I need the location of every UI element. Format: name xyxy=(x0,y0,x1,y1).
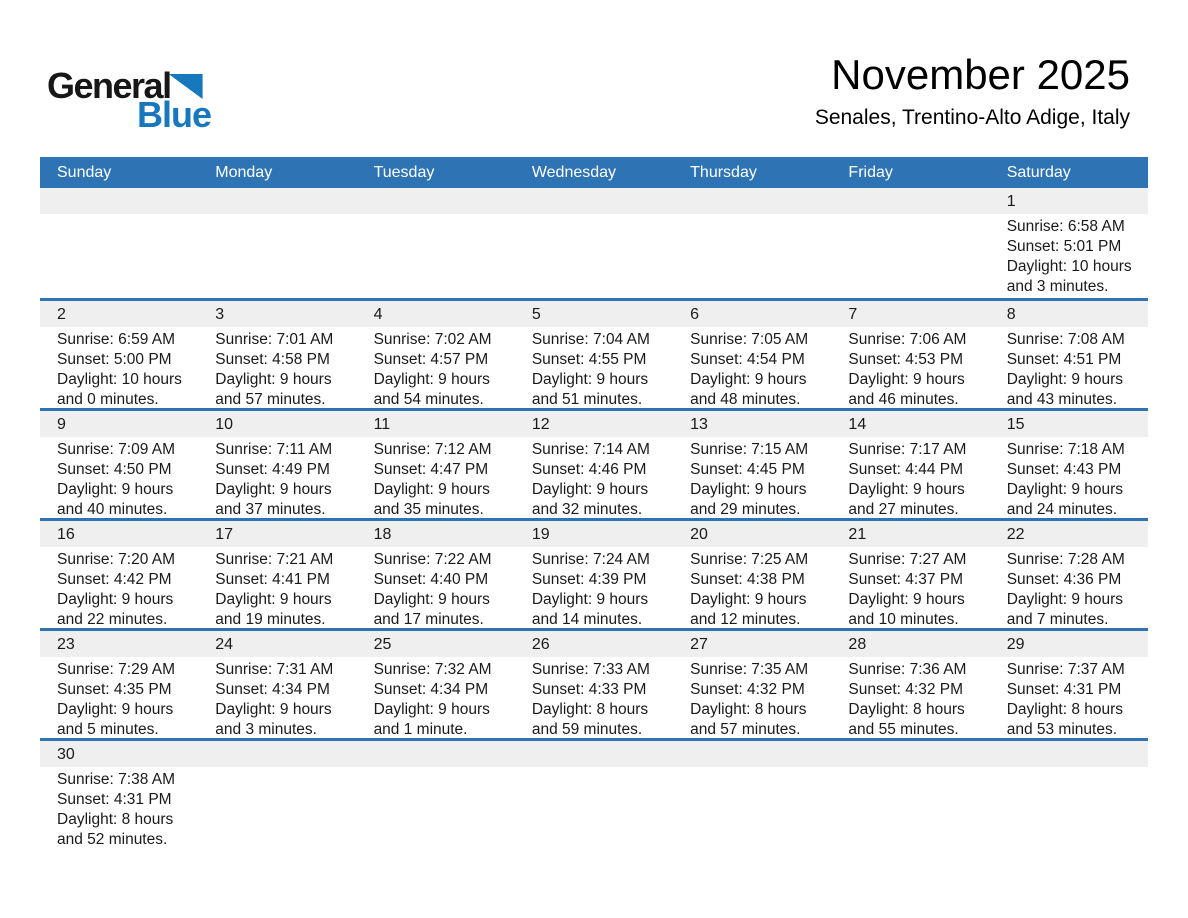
day-info xyxy=(673,767,831,770)
daylight-hours-line: Daylight: 9 hours xyxy=(215,591,332,608)
daylight-hours-line: Daylight: 9 hours xyxy=(373,701,490,718)
day-cell xyxy=(40,741,198,864)
day-number: 15 xyxy=(990,411,1148,437)
sunrise-line: Sunrise: 7:28 AM xyxy=(1006,551,1125,568)
daylight-hours-line: Daylight: 9 hours xyxy=(531,481,649,498)
day-number: 14 xyxy=(831,411,989,437)
day-cell xyxy=(40,411,198,518)
day-info xyxy=(40,327,198,408)
day-number: 8 xyxy=(990,301,1148,327)
day-number: 21 xyxy=(831,521,989,547)
day-info xyxy=(40,767,198,850)
sunset-line: Sunset: 4:55 PM xyxy=(531,351,647,368)
daylight-hours-line: Daylight: 9 hours xyxy=(215,371,332,388)
sunset-line: Sunset: 4:38 PM xyxy=(690,571,805,588)
sunrise-line: Sunrise: 7:04 AM xyxy=(531,331,650,348)
empty-day-cell xyxy=(831,741,989,864)
daylight-minutes-line: and 37 minutes. xyxy=(215,501,326,518)
day-number: 2 xyxy=(40,301,198,327)
day-cell xyxy=(515,631,673,738)
day-info xyxy=(990,327,1148,408)
empty-day-cell xyxy=(40,188,198,298)
day-info xyxy=(990,767,1148,770)
day-number: 24 xyxy=(198,631,356,657)
daylight-hours-line: Daylight: 9 hours xyxy=(690,481,807,498)
day-info xyxy=(831,214,989,217)
daylight-hours-line: Daylight: 9 hours xyxy=(57,701,174,718)
day-info xyxy=(831,437,989,518)
day-info xyxy=(515,657,673,738)
week-row xyxy=(40,408,1148,518)
daylight-hours-line: Daylight: 9 hours xyxy=(1006,591,1124,608)
day-info xyxy=(357,767,515,770)
sunset-line: Sunset: 4:58 PM xyxy=(215,351,330,368)
day-info xyxy=(40,657,198,738)
day-info xyxy=(673,327,831,408)
daylight-hours-line: Daylight: 9 hours xyxy=(690,591,807,608)
day-number xyxy=(40,188,198,214)
day-number: 18 xyxy=(357,521,515,547)
sunset-line: Sunset: 4:32 PM xyxy=(690,681,805,698)
day-cell xyxy=(673,631,831,738)
sunset-line: Sunset: 4:41 PM xyxy=(215,571,330,588)
day-info xyxy=(198,767,356,770)
day-cell xyxy=(990,301,1148,408)
day-info xyxy=(40,547,198,628)
day-info xyxy=(357,657,515,738)
day-number xyxy=(673,188,831,214)
daylight-hours-line: Daylight: 9 hours xyxy=(848,591,965,608)
day-cell xyxy=(831,631,989,738)
empty-day-cell xyxy=(515,188,673,298)
day-number: 22 xyxy=(990,521,1148,547)
daylight-minutes-line: and 53 minutes. xyxy=(1006,721,1117,738)
daylight-hours-line: Daylight: 8 hours xyxy=(848,701,965,718)
empty-day-cell xyxy=(673,741,831,864)
day-info xyxy=(357,437,515,518)
sunrise-line: Sunrise: 7:38 AM xyxy=(57,771,176,788)
daylight-minutes-line: and 24 minutes. xyxy=(1006,501,1117,518)
day-cell xyxy=(990,521,1148,628)
week-row xyxy=(40,738,1148,864)
day-cell xyxy=(515,411,673,518)
empty-day-cell xyxy=(831,188,989,298)
daylight-hours-line: Daylight: 9 hours xyxy=(690,371,807,388)
day-cell xyxy=(515,301,673,408)
sunset-line: Sunset: 4:53 PM xyxy=(848,351,964,368)
day-cell xyxy=(673,521,831,628)
weekday-tuesday: Tuesday xyxy=(373,164,435,181)
daylight-minutes-line: and 46 minutes. xyxy=(848,391,959,408)
daylight-minutes-line: and 29 minutes. xyxy=(690,501,801,518)
daylight-hours-line: Daylight: 9 hours xyxy=(1006,371,1124,388)
daylight-hours-line: Daylight: 9 hours xyxy=(1006,481,1124,498)
day-number: 13 xyxy=(673,411,831,437)
daylight-minutes-line: and 5 minutes. xyxy=(57,721,159,738)
sunrise-line: Sunrise: 7:12 AM xyxy=(373,441,492,458)
day-number xyxy=(198,188,356,214)
day-number: 1 xyxy=(990,188,1148,214)
day-number: 27 xyxy=(673,631,831,657)
page-title: November 2025 xyxy=(831,51,1130,98)
sunrise-line: Sunrise: 7:08 AM xyxy=(1006,331,1125,348)
day-number: 29 xyxy=(990,631,1148,657)
sunset-line: Sunset: 4:44 PM xyxy=(848,461,964,478)
day-number: 28 xyxy=(831,631,989,657)
daylight-minutes-line: and 7 minutes. xyxy=(1006,611,1109,628)
day-info xyxy=(673,547,831,628)
day-number xyxy=(198,741,356,767)
day-number xyxy=(990,741,1148,767)
sunrise-line: Sunrise: 7:29 AM xyxy=(57,661,176,678)
sunset-line: Sunset: 4:54 PM xyxy=(690,351,805,368)
daylight-hours-line: Daylight: 9 hours xyxy=(373,591,490,608)
daylight-minutes-line: and 1 minute. xyxy=(373,721,468,738)
day-info xyxy=(831,767,989,770)
day-number: 23 xyxy=(40,631,198,657)
day-info xyxy=(515,767,673,770)
sunset-line: Sunset: 4:36 PM xyxy=(1006,571,1122,588)
calendar-body xyxy=(40,188,1148,864)
daylight-minutes-line: and 59 minutes. xyxy=(531,721,643,738)
day-number xyxy=(515,741,673,767)
day-info xyxy=(990,214,1148,297)
day-number xyxy=(831,741,989,767)
sunset-line: Sunset: 4:31 PM xyxy=(57,791,172,808)
daylight-hours-line: Daylight: 8 hours xyxy=(1006,701,1124,718)
empty-day-cell xyxy=(198,188,356,298)
weekday-wednesday: Wednesday xyxy=(531,164,617,181)
sunrise-line: Sunrise: 7:21 AM xyxy=(215,551,334,568)
daylight-minutes-line: and 3 minutes. xyxy=(215,721,317,738)
daylight-minutes-line: and 43 minutes. xyxy=(1006,391,1117,408)
daylight-minutes-line: and 3 minutes. xyxy=(1006,278,1109,295)
daylight-minutes-line: and 57 minutes. xyxy=(215,391,326,408)
day-number: 7 xyxy=(831,301,989,327)
daylight-hours-line: Daylight: 9 hours xyxy=(57,481,174,498)
day-cell xyxy=(198,631,356,738)
day-cell xyxy=(357,521,515,628)
day-number: 11 xyxy=(357,411,515,437)
week-row xyxy=(40,518,1148,628)
sunset-line: Sunset: 4:33 PM xyxy=(531,681,647,698)
sunrise-line: Sunrise: 7:36 AM xyxy=(848,661,967,678)
daylight-hours-line: Daylight: 8 hours xyxy=(531,701,649,718)
daylight-hours-line: Daylight: 9 hours xyxy=(215,481,332,498)
day-number: 26 xyxy=(515,631,673,657)
sunset-line: Sunset: 4:57 PM xyxy=(373,351,489,368)
day-info xyxy=(40,437,198,518)
day-info xyxy=(831,547,989,628)
calendar xyxy=(40,157,1148,864)
daylight-hours-line: Daylight: 10 hours xyxy=(57,371,182,388)
day-number xyxy=(673,741,831,767)
sunset-line: Sunset: 4:39 PM xyxy=(531,571,647,588)
day-cell xyxy=(198,301,356,408)
day-cell xyxy=(357,631,515,738)
daylight-minutes-line: and 54 minutes. xyxy=(373,391,484,408)
daylight-minutes-line: and 40 minutes. xyxy=(57,501,168,518)
sunset-line: Sunset: 4:35 PM xyxy=(57,681,172,698)
day-cell xyxy=(831,521,989,628)
day-number: 30 xyxy=(40,741,198,767)
page-header xyxy=(0,0,1188,157)
day-cell xyxy=(831,301,989,408)
day-number xyxy=(515,188,673,214)
day-info xyxy=(831,657,989,738)
day-cell xyxy=(515,521,673,628)
week-row xyxy=(40,628,1148,738)
day-info xyxy=(198,214,356,217)
daylight-hours-line: Daylight: 9 hours xyxy=(215,701,332,718)
weekday-sunday: Sunday xyxy=(57,164,112,181)
sunrise-line: Sunrise: 6:59 AM xyxy=(57,331,176,348)
sunrise-line: Sunrise: 7:20 AM xyxy=(57,551,176,568)
day-info xyxy=(673,214,831,217)
day-info xyxy=(673,437,831,518)
daylight-minutes-line: and 10 minutes. xyxy=(848,611,959,628)
daylight-hours-line: Daylight: 8 hours xyxy=(57,811,174,828)
empty-day-cell xyxy=(198,741,356,864)
day-number: 5 xyxy=(515,301,673,327)
day-info xyxy=(198,657,356,738)
general-blue-logo xyxy=(47,65,212,135)
day-cell xyxy=(357,301,515,408)
sunset-line: Sunset: 4:40 PM xyxy=(373,571,489,588)
daylight-hours-line: Daylight: 9 hours xyxy=(531,591,649,608)
day-number: 9 xyxy=(40,411,198,437)
sunset-line: Sunset: 4:37 PM xyxy=(848,571,964,588)
daylight-minutes-line: and 57 minutes. xyxy=(690,721,801,738)
day-info xyxy=(40,214,198,217)
daylight-hours-line: Daylight: 8 hours xyxy=(690,701,807,718)
day-info xyxy=(198,547,356,628)
sunrise-line: Sunrise: 6:58 AM xyxy=(1006,218,1125,235)
week-row xyxy=(40,298,1148,408)
sunset-line: Sunset: 5:00 PM xyxy=(57,351,172,368)
day-info xyxy=(198,437,356,518)
day-number xyxy=(357,188,515,214)
daylight-hours-line: Daylight: 9 hours xyxy=(848,481,965,498)
sunset-line: Sunset: 4:34 PM xyxy=(215,681,330,698)
day-cell xyxy=(40,521,198,628)
day-cell xyxy=(198,521,356,628)
sunset-line: Sunset: 4:51 PM xyxy=(1006,351,1122,368)
daylight-minutes-line: and 27 minutes. xyxy=(848,501,959,518)
daylight-minutes-line: and 32 minutes. xyxy=(531,501,643,518)
day-info xyxy=(357,214,515,217)
day-cell xyxy=(990,188,1148,298)
day-info xyxy=(673,657,831,738)
day-info xyxy=(990,657,1148,738)
empty-day-cell xyxy=(357,741,515,864)
sunrise-line: Sunrise: 7:31 AM xyxy=(215,661,334,678)
sunrise-line: Sunrise: 7:35 AM xyxy=(690,661,809,678)
daylight-hours-line: Daylight: 9 hours xyxy=(373,371,490,388)
day-number: 17 xyxy=(198,521,356,547)
day-info xyxy=(515,437,673,518)
day-cell xyxy=(198,411,356,518)
day-number: 25 xyxy=(357,631,515,657)
logo-text-general: General xyxy=(47,65,171,106)
sunrise-line: Sunrise: 7:18 AM xyxy=(1006,441,1125,458)
day-cell xyxy=(831,411,989,518)
empty-day-cell xyxy=(990,741,1148,864)
weekday-header-row xyxy=(40,157,1148,188)
sunrise-line: Sunrise: 7:01 AM xyxy=(215,331,334,348)
sunset-line: Sunset: 4:34 PM xyxy=(373,681,489,698)
day-number: 6 xyxy=(673,301,831,327)
daylight-minutes-line: and 52 minutes. xyxy=(57,831,168,848)
daylight-minutes-line: and 35 minutes. xyxy=(373,501,484,518)
day-cell xyxy=(357,411,515,518)
day-number: 4 xyxy=(357,301,515,327)
daylight-minutes-line: and 0 minutes. xyxy=(57,391,159,408)
day-info xyxy=(357,547,515,628)
day-cell xyxy=(990,631,1148,738)
logo-text-blue: Blue xyxy=(137,94,212,135)
weekday-thursday: Thursday xyxy=(690,164,757,181)
day-number xyxy=(357,741,515,767)
daylight-hours-line: Daylight: 9 hours xyxy=(848,371,965,388)
sunset-line: Sunset: 4:31 PM xyxy=(1006,681,1122,698)
sunrise-line: Sunrise: 7:25 AM xyxy=(690,551,809,568)
daylight-hours-line: Daylight: 9 hours xyxy=(57,591,174,608)
sunrise-line: Sunrise: 7:11 AM xyxy=(215,441,333,458)
sunrise-line: Sunrise: 7:06 AM xyxy=(848,331,967,348)
weekday-friday: Friday xyxy=(848,164,893,181)
day-info xyxy=(515,547,673,628)
sunrise-line: Sunrise: 7:22 AM xyxy=(373,551,492,568)
title-block xyxy=(211,52,1130,130)
daylight-minutes-line: and 17 minutes. xyxy=(373,611,484,628)
day-cell xyxy=(990,411,1148,518)
empty-day-cell xyxy=(515,741,673,864)
sunset-line: Sunset: 4:49 PM xyxy=(215,461,330,478)
sunset-line: Sunset: 4:45 PM xyxy=(690,461,805,478)
empty-day-cell xyxy=(673,188,831,298)
sunset-line: Sunset: 4:50 PM xyxy=(57,461,172,478)
day-number: 16 xyxy=(40,521,198,547)
sunset-line: Sunset: 4:47 PM xyxy=(373,461,489,478)
day-number: 3 xyxy=(198,301,356,327)
sunrise-line: Sunrise: 7:17 AM xyxy=(848,441,967,458)
weekday-monday: Monday xyxy=(215,164,273,181)
weekday-saturday: Saturday xyxy=(1006,164,1071,181)
day-number xyxy=(831,188,989,214)
sunrise-line: Sunrise: 7:05 AM xyxy=(690,331,809,348)
sunrise-line: Sunrise: 7:15 AM xyxy=(690,441,809,458)
sunrise-line: Sunrise: 7:02 AM xyxy=(373,331,492,348)
sunrise-line: Sunrise: 7:27 AM xyxy=(848,551,967,568)
daylight-minutes-line: and 55 minutes. xyxy=(848,721,959,738)
daylight-minutes-line: and 48 minutes. xyxy=(690,391,801,408)
day-cell xyxy=(40,631,198,738)
day-number: 20 xyxy=(673,521,831,547)
daylight-minutes-line: and 22 minutes. xyxy=(57,611,168,628)
location-subtitle: Senales, Trentino-Alto Adige, Italy xyxy=(814,106,1130,130)
day-info xyxy=(515,327,673,408)
day-cell xyxy=(673,301,831,408)
sunrise-line: Sunrise: 7:09 AM xyxy=(57,441,176,458)
daylight-hours-line: Daylight: 10 hours xyxy=(1006,258,1132,275)
sunrise-line: Sunrise: 7:33 AM xyxy=(531,661,650,678)
sunset-line: Sunset: 4:32 PM xyxy=(848,681,964,698)
day-cell xyxy=(673,411,831,518)
daylight-minutes-line: and 14 minutes. xyxy=(531,611,643,628)
sunset-line: Sunset: 4:46 PM xyxy=(531,461,647,478)
daylight-minutes-line: and 19 minutes. xyxy=(215,611,326,628)
day-info xyxy=(990,547,1148,628)
sunrise-line: Sunrise: 7:32 AM xyxy=(373,661,492,678)
day-number: 19 xyxy=(515,521,673,547)
day-info xyxy=(357,327,515,408)
daylight-minutes-line: and 51 minutes. xyxy=(531,391,643,408)
sunset-line: Sunset: 4:43 PM xyxy=(1006,461,1122,478)
sunrise-line: Sunrise: 7:37 AM xyxy=(1006,661,1125,678)
day-cell xyxy=(40,301,198,408)
day-info xyxy=(198,327,356,408)
sunrise-line: Sunrise: 7:14 AM xyxy=(531,441,650,458)
day-info xyxy=(990,437,1148,518)
day-number: 12 xyxy=(515,411,673,437)
day-info xyxy=(831,327,989,408)
daylight-minutes-line: and 12 minutes. xyxy=(690,611,801,628)
day-info xyxy=(515,214,673,217)
empty-day-cell xyxy=(357,188,515,298)
daylight-hours-line: Daylight: 9 hours xyxy=(531,371,649,388)
sunset-line: Sunset: 4:42 PM xyxy=(57,571,172,588)
sunset-line: Sunset: 5:01 PM xyxy=(1006,238,1122,255)
day-number: 10 xyxy=(198,411,356,437)
week-row xyxy=(40,188,1148,298)
sunrise-line: Sunrise: 7:24 AM xyxy=(531,551,650,568)
daylight-hours-line: Daylight: 9 hours xyxy=(373,481,490,498)
